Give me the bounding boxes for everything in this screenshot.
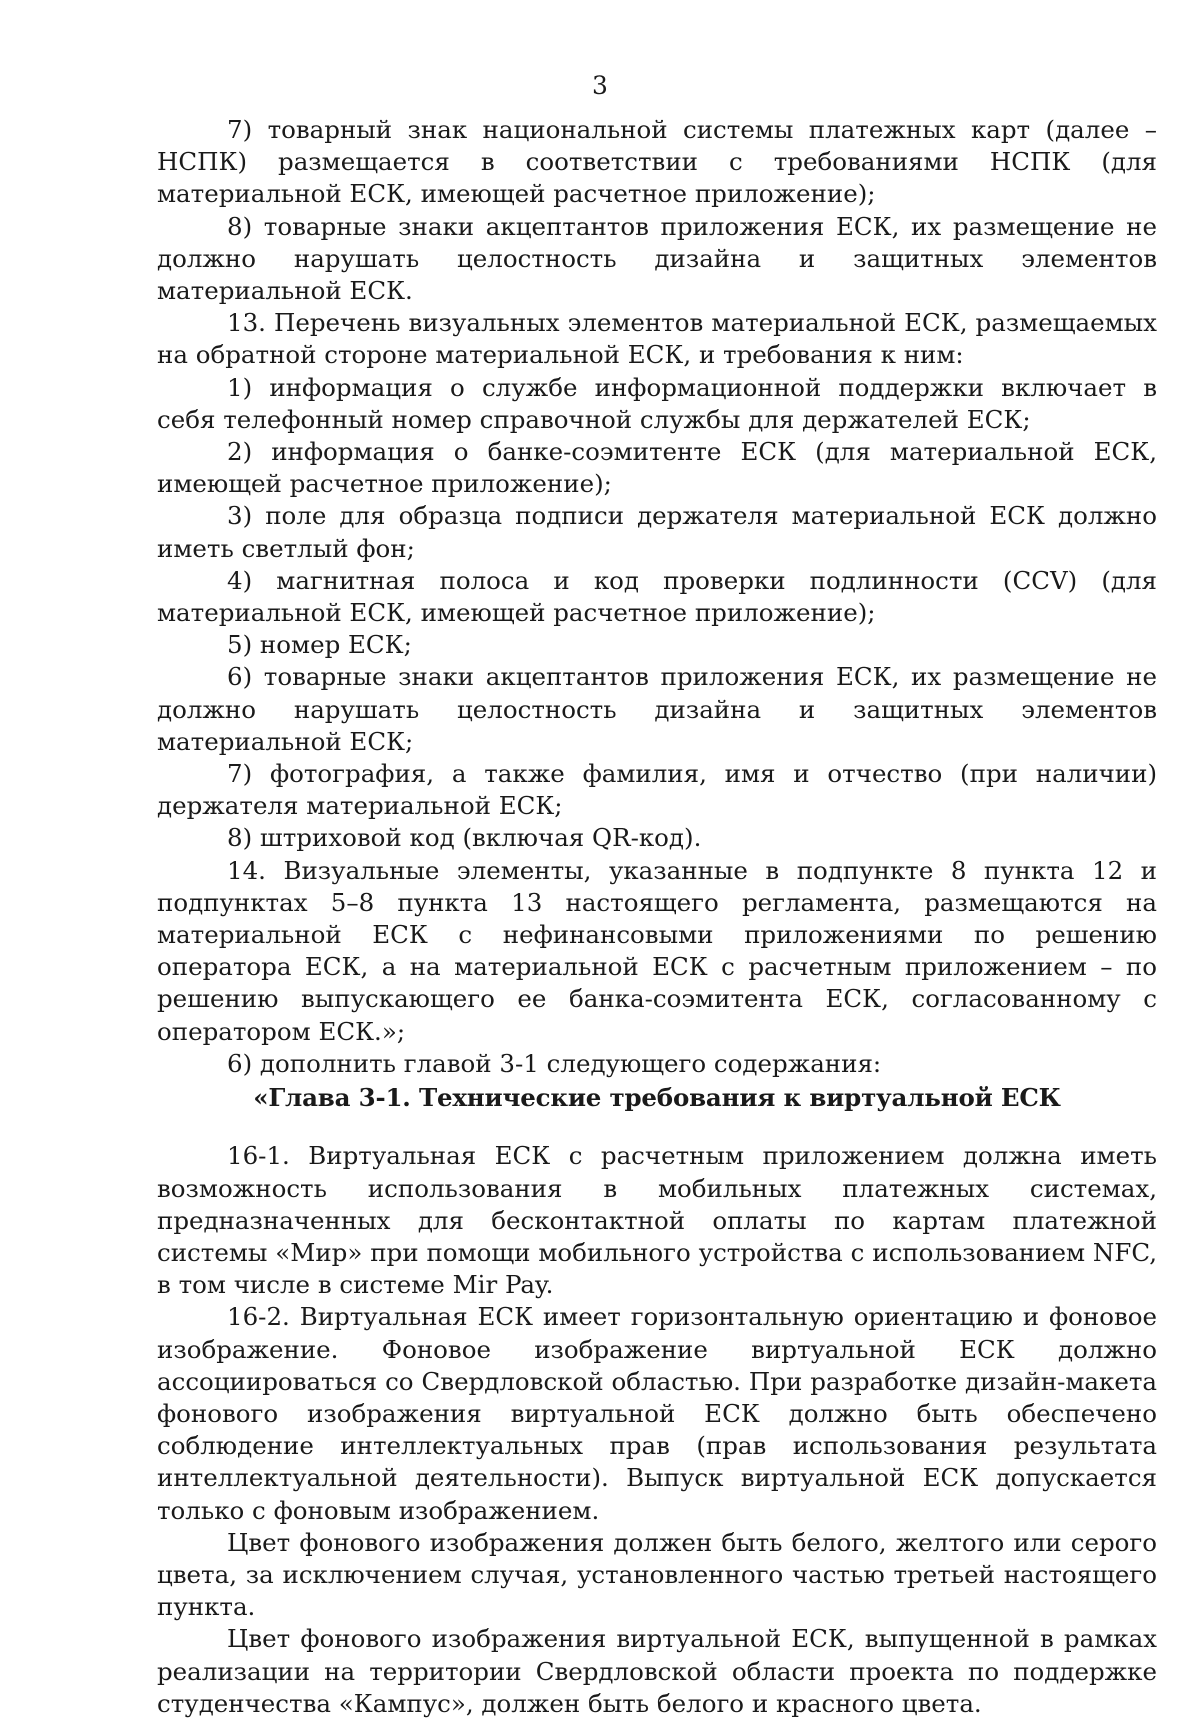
paragraph-13-item-1: 1) информация о службе информационной поддержки включает в себя телефонный номер справочной службы для держателей ЕСК; — [157, 372, 1157, 434]
paragraph-13-item-7: 7) фотография, а также фамилия, имя и отчество (при наличии) держателя материальной ЕСК; — [157, 759, 1157, 821]
paragraph-item-7-nspk: 7) товарный знак национальной системы платежных карт (далее – НСПК) размещается в соответствии с требованиями НСПК (для материальной ЕСК, имеющей расчетное приложение); — [157, 115, 1157, 209]
paragraph-13-item-2: 2) информация о банке-соэмитенте ЕСК (для материальной ЕСК, имеющей расчетное приложение); — [157, 437, 1157, 499]
paragraph-16-2: 16-2. Виртуальная ЕСК имеет горизонтальную ориентацию и фоновое изображение. Фоновое изображение виртуальной ЕСК должно ассоциироваться со Свердловской областью. При разработке дизайн-макета фонового изображения виртуальной ЕСК должно быть обеспечено соблюдение интеллектуальных прав (прав использования результата интеллектуальной деятельности). Выпуск виртуальной ЕСК допускается только с фоновым изображением. — [157, 1302, 1157, 1525]
paragraph-13-item-4: 4) магнитная полоса и код проверки подлинности (CCV) (для материальной ЕСК, имеющей расчетное приложение); — [157, 565, 1157, 628]
paragraph-16-2-part-3: Цвет фонового изображения виртуальной ЕСК, выпущенной в рамках реализации на территории Свердловской области проекта по поддержке студенчества «Кампус», должен быть белого и красного цвета. — [157, 1624, 1157, 1718]
paragraph-amendment-6: 6) дополнить главой 3-1 следующего содержания: — [227, 1048, 882, 1078]
page-number: 3 — [592, 71, 608, 100]
paragraph-section-14: 14. Визуальные элементы, указанные в подпункте 8 пункта 12 и подпунктах 5–8 пункта 13 настоящего регламента, размещаются на материальной ЕСК с нефинансовыми приложениями по решению оператора ЕСК, а на материальной ЕСК с расчетным приложением – по решению выпускающего ее банка-соэмитента ЕСК, согласованному с оператором ЕСК.»; — [157, 855, 1157, 1046]
paragraph-13-item-3: 3) поле для образца подписи держателя материальной ЕСК должно иметь светлый фон; — [157, 501, 1157, 563]
paragraph-16-2-part-2: Цвет фонового изображения должен быть белого, желтого или серого цвета, за исключением случая, установленного частью третьей настоящего пункта. — [157, 1527, 1157, 1622]
paragraph-section-13: 13. Перечень визуальных элементов материальной ЕСК, размещаемых на обратной стороне материальной ЕСК, и требования к ним: — [157, 308, 1157, 370]
paragraph-item-8-acceptants: 8) товарные знаки акцептантов приложения ЕСК, их размещение не должно нарушать целостность дизайна и защитных элементов материальной ЕСК. — [157, 211, 1157, 306]
document-body — [157, 114, 1157, 1720]
paragraph-16-1: 16-1. Виртуальная ЕСК с расчетным приложением должна иметь возможность использования в мобильных платежных системах, предназначенных для бесконтактной оплаты по картам платежной системы «Мир» при помощи мобильного устройства с использованием NFC, в том числе в системе Mir Pay. — [157, 1141, 1157, 1300]
paragraph-13-item-6: 6) товарные знаки акцептантов приложения ЕСК, их размещение не должно нарушать целостность дизайна и защитных элементов материальной ЕСК; — [157, 662, 1157, 756]
paragraph-13-item-8: 8) штриховой код (включая QR-код). — [227, 823, 702, 853]
paragraph-13-item-5: 5) номер ЕСК; — [227, 630, 412, 660]
chapter-heading: «Глава 3-1. Технические требования к виртуальной ЕСК — [253, 1083, 1061, 1113]
